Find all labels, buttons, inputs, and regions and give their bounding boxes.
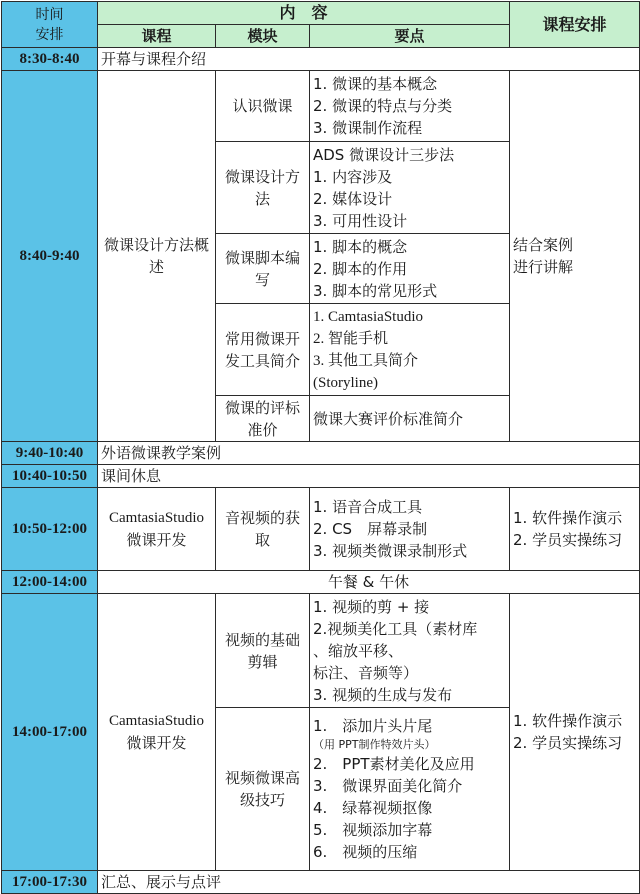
arrangement-item: 1. 软件操作演示 [513,712,623,730]
point-item: 标注、音频等） [313,663,419,682]
points-cell [310,71,510,142]
point-item: 1. CamtasiaStudio [313,308,423,325]
point-item: 4. 绿幕视频抠像 [313,799,433,817]
schedule-table [1,1,640,894]
course-cell: 微课设计方法概述 [98,71,216,442]
point-item: 1. 视频的剪 + 接 [313,597,430,616]
point-item: 3. 微课制作流程 [313,119,423,137]
points-cell [310,488,510,571]
points-cell [310,594,510,708]
point-item: ADS 微课设计三步法 [313,145,455,164]
arrangement-item: 1. 软件操作演示 [513,509,623,527]
points-header: 要点 [310,25,510,48]
course-line: CamtasiaStudio [109,713,204,729]
session-title: 午餐 & 午休 [98,571,640,594]
course-header: 课程 [98,25,216,48]
arrangement-cell [510,594,640,871]
point-item: 1. 语音合成工具 [313,498,423,516]
points-cell [310,304,510,396]
point-item: (Storyline) [313,374,378,391]
point-item: 6. 视频的压缩 [313,843,418,861]
point-item: 2. CS 屏幕录制 [313,520,428,538]
arrangement-item: 2. 学员实操练习 [513,531,623,549]
module-cell: 视频微课高级技巧 [216,708,310,871]
point-item: 1. 脚本的概念 [313,237,408,256]
point-item: （用 PPT制作特效片头） [313,738,436,751]
session-title: 课间休息 [98,465,640,488]
course-line: 微课开发 [126,734,187,752]
session-title: 开幕与课程介绍 [98,48,640,71]
time-cell: 14:00-17:00 [2,594,98,871]
arrangement-item: 进行讲解 [513,258,574,276]
arrangement-header: 课程安排 [510,2,640,48]
module-cell: 微课的评标准价 [216,396,310,442]
session-title: 外语微课教学案例 [98,442,640,465]
time-cell: 10:40-10:50 [2,465,98,488]
module-cell: 常用微课开发工具简介 [216,304,310,396]
point-item: 2. 智能手机 [313,330,389,347]
arrangement-cell [510,71,640,442]
point-item: 5. 视频添加字幕 [313,821,433,839]
arrangement-item: 结合案例 [513,236,574,254]
time-cell: 9:40-10:40 [2,442,98,465]
point-item: 2. 脚本的作用 [313,259,408,278]
time-header-line-2: 安排 [35,26,64,43]
time-cell: 17:00-17:30 [2,871,98,894]
point-item: 2.视频美化工具（素材库 [313,619,478,638]
point-item: 2. 微课的特点与分类 [313,97,453,115]
points-cell [310,234,510,304]
point-item: 2. 媒体设计 [313,189,393,208]
point-item: 、缩放平移、 [313,641,404,660]
module-header: 模块 [216,25,310,48]
time-cell: 8:40-9:40 [2,71,98,442]
course-line: 微课开发 [126,531,187,549]
course-cell [98,488,216,571]
points-cell: 微课大赛评价标准简介 [310,396,510,442]
point-item: 3. 视频类微课录制形式 [313,542,468,560]
point-item: 1. 添加片头片尾 [313,717,433,735]
time-cell: 8:30-8:40 [2,48,98,71]
course-cell [98,594,216,871]
point-item: 3. 脚本的常见形式 [313,281,438,300]
module-cell: 音视频的获取 [216,488,310,571]
module-cell: 微课脚本编写 [216,234,310,304]
time-cell: 10:50-12:00 [2,488,98,571]
module-cell: 微课设计方法 [216,142,310,234]
session-title: 汇总、展示与点评 [98,871,640,894]
content-header: 内 容 [98,2,510,25]
time-header [2,2,98,48]
point-item: 2. PPT素材美化及应用 [313,755,475,773]
point-item: 3. 视频的生成与发布 [313,685,453,704]
module-cell: 认识微课 [216,71,310,142]
points-cell [310,708,510,871]
points-cell [310,142,510,234]
arrangement-cell [510,488,640,571]
time-cell: 12:00-14:00 [2,571,98,594]
course-line: CamtasiaStudio [109,510,204,526]
point-item: 3. 其他工具简介 [313,352,419,369]
module-cell: 视频的基础剪辑 [216,594,310,708]
point-item: 3. 可用性设计 [313,211,408,230]
time-header-line-1: 时间 [35,6,64,23]
point-item: 1. 内容涉及 [313,167,393,186]
point-item: 1. 微课的基本概念 [313,75,438,93]
point-item: 3. 微课界面美化简介 [313,777,463,795]
arrangement-item: 2. 学员实操练习 [513,734,623,752]
